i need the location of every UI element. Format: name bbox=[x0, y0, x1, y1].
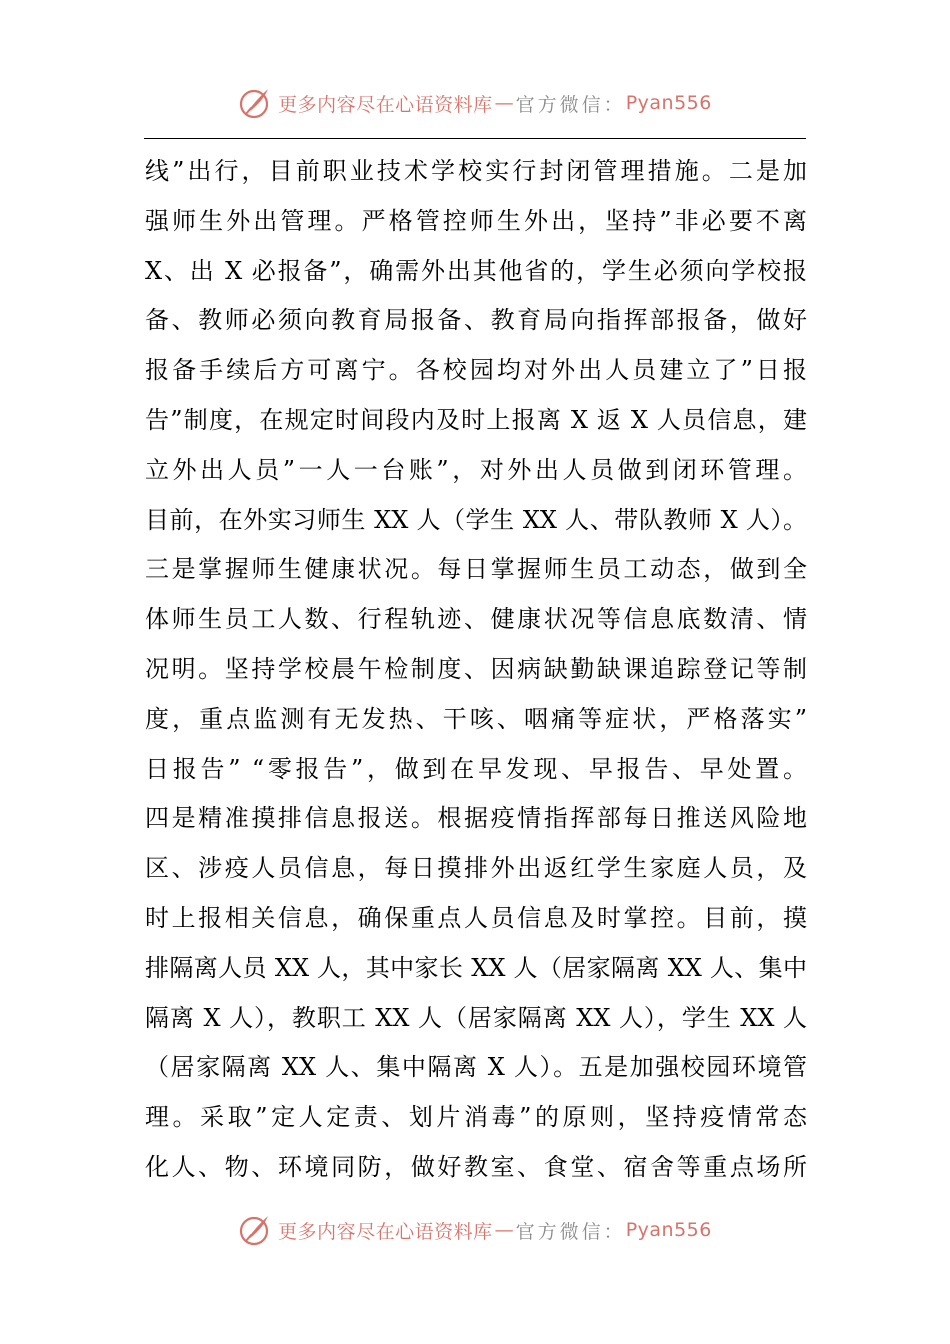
body-text-line: 时上报相关信息，确保重点人员信息及时掌控。目前，摸 bbox=[145, 903, 807, 932]
watermark-label: 官方微信： bbox=[515, 93, 626, 116]
watermark-brand: 更多内容尽在心语资料库 bbox=[278, 93, 493, 116]
footer-watermark bbox=[0, 1210, 950, 1250]
header-watermark bbox=[0, 83, 950, 123]
body-text-line: 线”出行，目前职业技术学校实行封闭管理措施。二是加 bbox=[145, 157, 807, 185]
watermark-brand: 更多内容尽在心语资料库 bbox=[278, 1220, 493, 1243]
body-text-line: 告”制度，在规定时间段内及时上报离 X 返 X 人员信息，建 bbox=[145, 405, 807, 434]
document-body bbox=[145, 147, 807, 1193]
watermark-label: 官方微信： bbox=[515, 1220, 626, 1243]
watermark-wechat-id: Pyan556 bbox=[625, 1219, 712, 1241]
quill-pen-logo-icon bbox=[238, 1213, 272, 1247]
body-text-line: 备、教师必须向教育局报备、教育局向指挥部报备，做好 bbox=[145, 306, 807, 335]
watermark-wechat-id: Pyan556 bbox=[625, 92, 712, 114]
body-text-line: 化人、物、环境同防，做好教室、食堂、宿舍等重点场所 bbox=[145, 1152, 807, 1181]
body-text-line: 日报告” “零报告”，做到在早发现、早报告、早处置。 bbox=[145, 754, 807, 783]
body-text-line: 报备手续后方可离宁。各校园均对外出人员建立了”日报 bbox=[145, 356, 807, 385]
body-text-line: 体师生员工人数、行程轨迹、健康状况等信息底数清、情 bbox=[145, 605, 807, 634]
watermark-dash: — bbox=[494, 92, 514, 114]
body-text-line: 度，重点监测有无发热、干咳、咽痛等症状，严格落实” bbox=[145, 704, 807, 733]
header-divider bbox=[144, 138, 806, 139]
body-text-line: X、出 X 必报备”，确需外出其他省的，学生必须向学校报 bbox=[145, 256, 807, 285]
body-text-line: 隔离 X 人），教职工 XX 人（居家隔离 XX 人），学生 XX 人 bbox=[145, 1003, 807, 1032]
body-text-line: 况明。坚持学校晨午检制度、因病缺勤缺课追踪登记等制 bbox=[145, 654, 807, 683]
body-text-line: 区、涉疫人员信息，每日摸排外出返红学生家庭人员，及 bbox=[145, 854, 807, 883]
body-text-line: 立外出人员”一人一台账”，对外出人员做到闭环管理。 bbox=[145, 455, 807, 484]
body-text-line: 强师生外出管理。严格管控师生外出，坚持”非必要不离 bbox=[145, 206, 807, 235]
body-text-line: 理。采取”定人定责、划片消毒”的原则，坚持疫情常态 bbox=[145, 1103, 807, 1132]
quill-pen-logo-icon bbox=[238, 86, 272, 120]
body-text-line: 排隔离人员 XX 人，其中家长 XX 人（居家隔离 XX 人、集中 bbox=[145, 953, 807, 982]
watermark-dash: — bbox=[494, 1219, 514, 1241]
body-text-line: 四是精准摸排信息报送。根据疫情指挥部每日推送风险地 bbox=[145, 804, 807, 833]
body-text-line: 三是掌握师生健康状况。每日掌握师生员工动态，做到全 bbox=[145, 555, 807, 584]
body-text-line: 目前，在外实习师生 XX 人（学生 XX 人、带队教师 X 人）。 bbox=[145, 505, 807, 534]
body-text-line: （居家隔离 XX 人、集中隔离 X 人）。五是加强校园环境管 bbox=[145, 1053, 807, 1082]
